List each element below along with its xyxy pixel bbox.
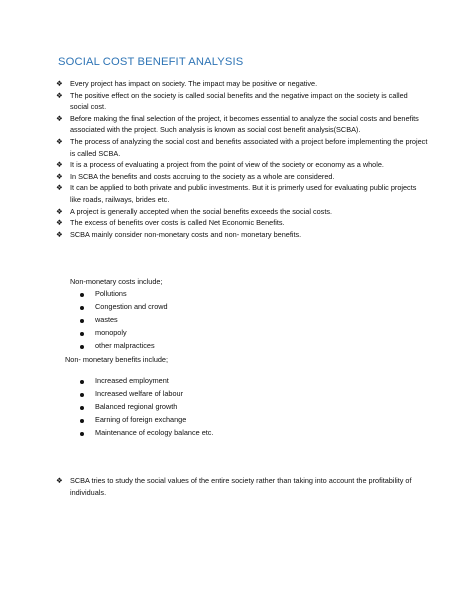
list-item: ❖ It is a process of evaluating a project from the point of view of the society or economy as a whole. (56, 160, 384, 170)
list-item: ❖ In SCBA the benefits and costs accruing to the society as a whole are considered. (56, 171, 335, 181)
bullet-dot-icon (80, 432, 84, 436)
diamond-bullet-icon: ❖ (56, 171, 63, 181)
bullet-dot-icon (80, 319, 84, 323)
bullet-dot-icon (80, 393, 84, 397)
page-title: SOCIAL COST BENEFIT ANALYSIS (58, 56, 244, 68)
diamond-bullet-icon: ❖ (56, 136, 63, 146)
bullet-dot-icon (80, 293, 84, 297)
diamond-bullet-icon: ❖ (56, 476, 63, 485)
diamond-bullet-icon: ❖ (56, 206, 63, 216)
list-item: Congestion and crowd (80, 301, 168, 314)
list-item: ❖ Every project has impact on society. The impact may be positive or negative. (56, 79, 318, 88)
list-item: ❖ A project is generally accepted when the social benefits exceeds the social costs. (56, 206, 333, 216)
diamond-bullet-icon: ❖ (56, 113, 63, 123)
list-item: ❖ The excess of benefits over costs is called Net Economic Benefits. (56, 218, 285, 228)
diamond-bullet-icon: ❖ (56, 160, 63, 170)
diamond-bullet-icon: ❖ (56, 183, 63, 193)
list-item: ❖ The positive effect on the society is called social benefits and the negative impact on the society is called social cost. (56, 90, 408, 112)
non-monetary-benefits-heading: Non- monetary benefits include; (65, 355, 169, 364)
list-item: ❖ Before making the final selection of the project, it becomes essential to analyze the social costs and benefits associated with the project. Such analysis is known as social cost benefit analysis(SCBA). (56, 113, 419, 135)
list-item: ❖ SCBA tries to study the social values of the entire society rather than taking into account the profitability of individuals. (56, 476, 412, 497)
final-point-list (56, 475, 428, 498)
list-item: monopoly (80, 327, 168, 340)
list-item: wastes (80, 314, 168, 327)
bullet-dot-icon (80, 306, 84, 310)
bullet-dot-icon (80, 332, 84, 336)
diamond-bullet-icon: ❖ (56, 90, 63, 100)
diamond-bullet-icon: ❖ (56, 218, 63, 228)
list-item: ❖ The process of analyzing the social cost and benefits associated with a project before implementing the project is called SCBA. (56, 136, 428, 158)
main-point-list (56, 78, 428, 240)
diamond-bullet-icon: ❖ (56, 79, 63, 88)
non-monetary-benefits-list (80, 375, 213, 440)
non-monetary-costs-list (80, 288, 168, 353)
bullet-dot-icon (80, 380, 84, 384)
list-item: ❖ SCBA mainly consider non-monetary costs and non- monetary benefits. (56, 229, 302, 239)
list-item: Pollutions (80, 288, 168, 301)
non-monetary-costs-heading: Non-monetary costs include; (70, 277, 163, 286)
list-item: other malpractices (80, 340, 168, 353)
bullet-dot-icon (80, 406, 84, 410)
diamond-bullet-icon: ❖ (56, 229, 63, 239)
list-item: Increased welfare of labour (80, 388, 213, 401)
list-item: Increased employment (80, 375, 213, 388)
bullet-dot-icon (80, 419, 84, 423)
bullet-dot-icon (80, 345, 84, 349)
list-item: Earning of foreign exchange (80, 414, 213, 427)
list-item: Balanced regional growth (80, 401, 213, 414)
list-item: ❖ It can be applied to both private and public investments. But it is primerly used for evaluating public projects like roads, railways, brides etc. (56, 183, 417, 204)
list-item: Maintenance of ecology balance etc. (80, 427, 213, 440)
